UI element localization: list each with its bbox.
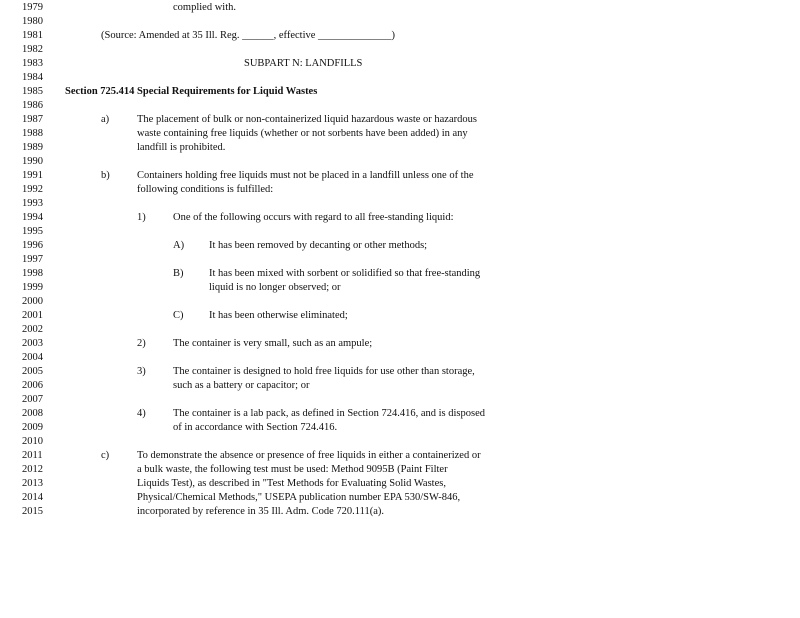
line-number: 1997: [22, 254, 43, 265]
item-C-text: It has been otherwise eliminated;: [209, 310, 348, 321]
item-3-label: 3): [137, 366, 146, 377]
line-number: 1990: [22, 156, 43, 167]
line-number: 2011: [22, 450, 43, 461]
line-number: 1988: [22, 128, 43, 139]
line-number: 1980: [22, 16, 43, 27]
line-number: 1986: [22, 100, 43, 111]
line-number: 1998: [22, 268, 43, 279]
line-number: 2001: [22, 310, 43, 321]
line-number: 2006: [22, 380, 43, 391]
subsection-c-text: incorporated by reference in 35 Ill. Adm. Code 720.111(a).: [137, 506, 385, 517]
item-B-text: liquid is no longer observed; or: [209, 282, 341, 293]
line-number: 1996: [22, 240, 43, 251]
subsection-c-label: c): [101, 450, 110, 461]
line-number: 2005: [22, 366, 43, 377]
item-4-text: of in accordance with Section 724.416.: [173, 422, 338, 433]
item-A-text: It has been removed by decanting or other methods;: [209, 240, 428, 251]
line-number: 1983: [22, 58, 43, 69]
subsection-b-text: Containers holding free liquids must not be placed in a landfill unless one of the: [137, 170, 474, 181]
subsection-b-text: following conditions is fulfilled:: [137, 184, 274, 195]
line-number: 1995: [22, 226, 43, 237]
subpart-heading: SUBPART N: LANDFILLS: [244, 58, 363, 69]
subsection-a-label: a): [101, 114, 110, 125]
item-4-text: The container is a lab pack, as defined in Section 724.416, and is disposed: [173, 408, 486, 419]
line-number: 1994: [22, 212, 43, 223]
subsection-a-text: landfill is prohibited.: [137, 142, 226, 153]
line-number: 1991: [22, 170, 43, 181]
item-C-label: C): [173, 310, 184, 321]
line-number: 2013: [22, 478, 43, 489]
line-number: 1982: [22, 44, 43, 55]
item-A-label: A): [173, 240, 185, 251]
subsection-c-text: To demonstrate the absence or presence of free liquids in either a containerized or: [137, 450, 481, 461]
line-number: 1989: [22, 142, 43, 153]
line-number: 2014: [22, 492, 43, 503]
line-number: 1979: [22, 2, 43, 13]
subsection-b-label: b): [101, 170, 110, 181]
section-heading: Section 725.414 Special Requirements for Liquid Wastes: [65, 86, 318, 97]
subsection-c-text: Physical/Chemical Methods," USEPA publication number EPA 530/SW-846,: [137, 492, 461, 503]
line-number: 2008: [22, 408, 43, 419]
item-B-label: B): [173, 268, 184, 279]
line-number: 2000: [22, 296, 43, 307]
subsection-a-text: waste containing free liquids (whether or not sorbents have been added) in any: [137, 128, 468, 139]
line-number: 1992: [22, 184, 43, 195]
line-number: 2010: [22, 436, 43, 447]
source-note: (Source: Amended at 35 Ill. Reg. ______, effective ______________): [101, 30, 396, 41]
line-number: 1985: [22, 86, 43, 97]
line-number: 2015: [22, 506, 43, 517]
item-2-text: The container is very small, such as an ampule;: [173, 338, 373, 349]
subsection-c-text: a bulk waste, the following test must be used: Method 9095B (Paint Filter: [137, 464, 448, 475]
item-4-label: 4): [137, 408, 146, 419]
line-number: 1981: [22, 30, 43, 41]
item-B-text: It has been mixed with sorbent or solidified so that free-standing: [209, 268, 481, 279]
line-number: 1984: [22, 72, 43, 83]
subsection-a-text: The placement of bulk or non-containerized liquid hazardous waste or hazardous: [137, 114, 477, 125]
line-number: 2009: [22, 422, 43, 433]
line-number: 2007: [22, 394, 43, 405]
line-number: 2002: [22, 324, 43, 335]
continued-text: complied with.: [173, 2, 236, 13]
item-1-text: One of the following occurs with regard to all free-standing liquid:: [173, 212, 454, 223]
line-number: 1987: [22, 114, 43, 125]
item-3-text: The container is designed to hold free liquids for use other than storage,: [173, 366, 475, 377]
line-number: 1999: [22, 282, 43, 293]
item-3-text: such as a battery or capacitor; or: [173, 380, 310, 391]
subsection-c-text: Liquids Test), as described in "Test Methods for Evaluating Solid Wastes,: [137, 478, 446, 489]
item-1-label: 1): [137, 212, 146, 223]
item-2-label: 2): [137, 338, 146, 349]
line-number: 2003: [22, 338, 43, 349]
line-number: 2004: [22, 352, 43, 363]
line-number: 2012: [22, 464, 43, 475]
line-number: 1993: [22, 198, 43, 209]
